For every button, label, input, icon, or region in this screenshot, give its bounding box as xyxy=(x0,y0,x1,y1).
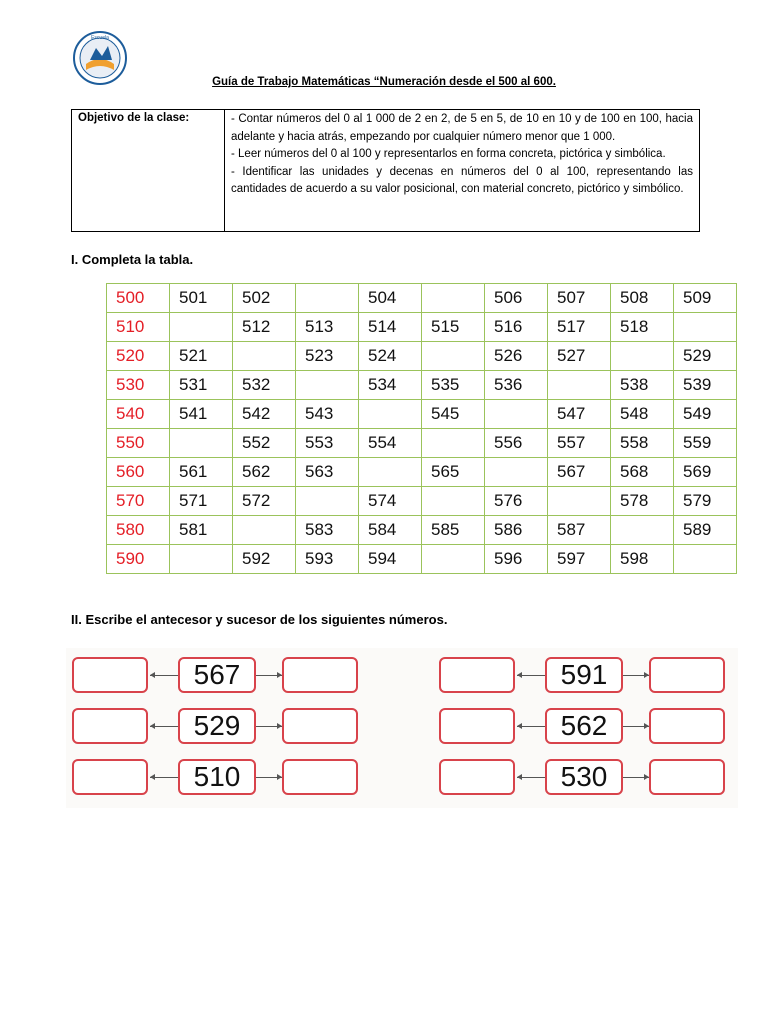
predecessor-successor-area xyxy=(66,648,738,808)
given-number-box: 530 xyxy=(545,759,623,795)
number-cell: 584 xyxy=(359,516,422,545)
number-table-row xyxy=(107,313,737,342)
number-blank-cell[interactable] xyxy=(233,342,296,371)
number-cell: 576 xyxy=(485,487,548,516)
number-cell: 504 xyxy=(359,284,422,313)
given-number-box: 567 xyxy=(178,657,256,693)
number-blank-cell[interactable] xyxy=(170,429,233,458)
number-table-row xyxy=(107,458,737,487)
predecessor-successor-row xyxy=(439,708,739,748)
number-cell: 534 xyxy=(359,371,422,400)
number-cell: 514 xyxy=(359,313,422,342)
number-cell: 587 xyxy=(548,516,611,545)
number-cell: 518 xyxy=(611,313,674,342)
number-cell: 524 xyxy=(359,342,422,371)
section-1-title: I. Completa la tabla. xyxy=(71,252,194,267)
number-cell: 527 xyxy=(548,342,611,371)
number-row-start-cell: 510 xyxy=(107,313,170,342)
number-cell: 535 xyxy=(422,371,485,400)
number-cell: 543 xyxy=(296,400,359,429)
number-blank-cell[interactable] xyxy=(296,487,359,516)
successor-input-box[interactable] xyxy=(649,657,725,693)
number-cell: 516 xyxy=(485,313,548,342)
given-number-box: 529 xyxy=(178,708,256,744)
arrow-left-icon xyxy=(150,726,178,727)
number-cell: 585 xyxy=(422,516,485,545)
arrow-right-icon xyxy=(256,726,282,727)
number-table-row xyxy=(107,545,737,574)
arrow-left-icon xyxy=(517,675,545,676)
number-blank-cell[interactable] xyxy=(359,458,422,487)
given-number-box: 591 xyxy=(545,657,623,693)
number-cell: 548 xyxy=(611,400,674,429)
number-cell: 583 xyxy=(296,516,359,545)
number-blank-cell[interactable] xyxy=(170,313,233,342)
number-blank-cell[interactable] xyxy=(548,371,611,400)
number-cell: 531 xyxy=(170,371,233,400)
predecessor-successor-row xyxy=(439,657,739,697)
number-cell: 594 xyxy=(359,545,422,574)
number-cell: 592 xyxy=(233,545,296,574)
successor-input-box[interactable] xyxy=(649,759,725,795)
number-cell: 538 xyxy=(611,371,674,400)
number-cell: 509 xyxy=(674,284,737,313)
number-cell: 579 xyxy=(674,487,737,516)
number-cell: 568 xyxy=(611,458,674,487)
number-cell: 539 xyxy=(674,371,737,400)
number-cell: 521 xyxy=(170,342,233,371)
predecessor-input-box[interactable] xyxy=(439,657,515,693)
number-blank-cell[interactable] xyxy=(359,400,422,429)
number-blank-cell[interactable] xyxy=(611,516,674,545)
number-blank-cell[interactable] xyxy=(674,313,737,342)
number-cell: 578 xyxy=(611,487,674,516)
objective-label: Objetivo de la clase: xyxy=(72,110,225,232)
number-blank-cell[interactable] xyxy=(233,516,296,545)
number-cell: 502 xyxy=(233,284,296,313)
number-cell: 598 xyxy=(611,545,674,574)
number-cell: 571 xyxy=(170,487,233,516)
number-cell: 526 xyxy=(485,342,548,371)
arrow-right-icon xyxy=(623,726,649,727)
number-row-start-cell: 550 xyxy=(107,429,170,458)
number-cell: 558 xyxy=(611,429,674,458)
number-blank-cell[interactable] xyxy=(485,400,548,429)
number-table-row xyxy=(107,516,737,545)
number-cell: 501 xyxy=(170,284,233,313)
number-cell: 545 xyxy=(422,400,485,429)
number-table-row xyxy=(107,371,737,400)
number-table-row xyxy=(107,400,737,429)
number-cell: 562 xyxy=(233,458,296,487)
predecessor-successor-row xyxy=(72,708,372,748)
successor-input-box[interactable] xyxy=(282,759,358,795)
arrow-right-icon xyxy=(623,675,649,676)
number-blank-cell[interactable] xyxy=(422,284,485,313)
number-cell: 536 xyxy=(485,371,548,400)
number-cell: 529 xyxy=(674,342,737,371)
arrow-left-icon xyxy=(150,777,178,778)
number-blank-cell[interactable] xyxy=(422,487,485,516)
number-cell: 565 xyxy=(422,458,485,487)
logo-text: Escuela xyxy=(91,35,109,41)
number-cell: 517 xyxy=(548,313,611,342)
number-cell: 559 xyxy=(674,429,737,458)
number-row-start-cell: 540 xyxy=(107,400,170,429)
successor-input-box[interactable] xyxy=(649,708,725,744)
arrow-left-icon xyxy=(517,726,545,727)
number-cell: 553 xyxy=(296,429,359,458)
objective-line: - Identificar las unidades y decenas en números del 0 al 100, representando las cantidades de acuerdo a su valor posicional, con material concreto, pictórico y simbólico. xyxy=(231,165,693,196)
number-cell: 593 xyxy=(296,545,359,574)
predecessor-successor-row xyxy=(439,759,739,799)
number-table-row xyxy=(107,429,737,458)
number-blank-cell[interactable] xyxy=(422,545,485,574)
number-row-start-cell: 590 xyxy=(107,545,170,574)
predecessor-input-box[interactable] xyxy=(439,708,515,744)
objective-line: - Contar números del 0 al 1 000 de 2 en 2, de 5 en 5, de 10 en 10 y de 100 en 100, hacia adelante y hacia atrás, empezando por cualquier número menor que 1 000. xyxy=(231,113,693,143)
number-cell: 542 xyxy=(233,400,296,429)
number-cell: 597 xyxy=(548,545,611,574)
number-cell: 541 xyxy=(170,400,233,429)
number-cell: 554 xyxy=(359,429,422,458)
arrow-right-icon xyxy=(623,777,649,778)
arrow-right-icon xyxy=(256,675,282,676)
number-cell: 523 xyxy=(296,342,359,371)
number-cell: 506 xyxy=(485,284,548,313)
arrow-right-icon xyxy=(256,777,282,778)
predecessor-input-box[interactable] xyxy=(72,657,148,693)
number-cell: 547 xyxy=(548,400,611,429)
number-blank-cell[interactable] xyxy=(548,487,611,516)
predecessor-successor-row xyxy=(72,657,372,697)
number-table-row xyxy=(107,342,737,371)
number-blank-cell[interactable] xyxy=(485,458,548,487)
number-row-start-cell: 580 xyxy=(107,516,170,545)
number-blank-cell[interactable] xyxy=(170,545,233,574)
number-cell: 581 xyxy=(170,516,233,545)
number-table xyxy=(106,283,737,574)
number-cell: 513 xyxy=(296,313,359,342)
number-row-start-cell: 560 xyxy=(107,458,170,487)
number-cell: 569 xyxy=(674,458,737,487)
objective-table xyxy=(71,109,700,232)
number-blank-cell[interactable] xyxy=(296,284,359,313)
number-blank-cell[interactable] xyxy=(422,342,485,371)
arrow-left-icon xyxy=(150,675,178,676)
number-cell: 561 xyxy=(170,458,233,487)
given-number-box: 562 xyxy=(545,708,623,744)
number-cell: 557 xyxy=(548,429,611,458)
number-cell: 596 xyxy=(485,545,548,574)
number-cell: 512 xyxy=(233,313,296,342)
number-cell: 563 xyxy=(296,458,359,487)
arrow-left-icon xyxy=(517,777,545,778)
objective-line: - Leer números del 0 al 100 y representarlos en forma concreta, pictórica y simbólica. xyxy=(231,148,666,161)
number-row-start-cell: 570 xyxy=(107,487,170,516)
number-cell: 572 xyxy=(233,487,296,516)
number-cell: 507 xyxy=(548,284,611,313)
number-blank-cell[interactable] xyxy=(296,371,359,400)
section-2-title: II. Escribe el antecesor y sucesor de los siguientes números. xyxy=(71,612,448,627)
predecessor-input-box[interactable] xyxy=(439,759,515,795)
page-title: Guía de Trabajo Matemáticas “Numeración desde el 500 al 600. xyxy=(212,76,556,88)
number-row-start-cell: 500 xyxy=(107,284,170,313)
number-cell: 515 xyxy=(422,313,485,342)
predecessor-successor-row xyxy=(72,759,372,799)
predecessor-input-box[interactable] xyxy=(72,759,148,795)
number-cell: 589 xyxy=(674,516,737,545)
given-number-box: 510 xyxy=(178,759,256,795)
number-blank-cell[interactable] xyxy=(422,429,485,458)
successor-input-box[interactable] xyxy=(282,708,358,744)
predecessor-input-box[interactable] xyxy=(72,708,148,744)
number-blank-cell[interactable] xyxy=(674,545,737,574)
number-cell: 574 xyxy=(359,487,422,516)
number-cell: 586 xyxy=(485,516,548,545)
number-cell: 567 xyxy=(548,458,611,487)
successor-input-box[interactable] xyxy=(282,657,358,693)
number-blank-cell[interactable] xyxy=(611,342,674,371)
number-cell: 552 xyxy=(233,429,296,458)
number-table-row xyxy=(107,284,737,313)
number-row-start-cell: 520 xyxy=(107,342,170,371)
number-cell: 549 xyxy=(674,400,737,429)
number-cell: 556 xyxy=(485,429,548,458)
number-cell: 532 xyxy=(233,371,296,400)
number-table-row xyxy=(107,487,737,516)
number-row-start-cell: 530 xyxy=(107,371,170,400)
number-cell: 508 xyxy=(611,284,674,313)
objective-content xyxy=(225,110,700,232)
